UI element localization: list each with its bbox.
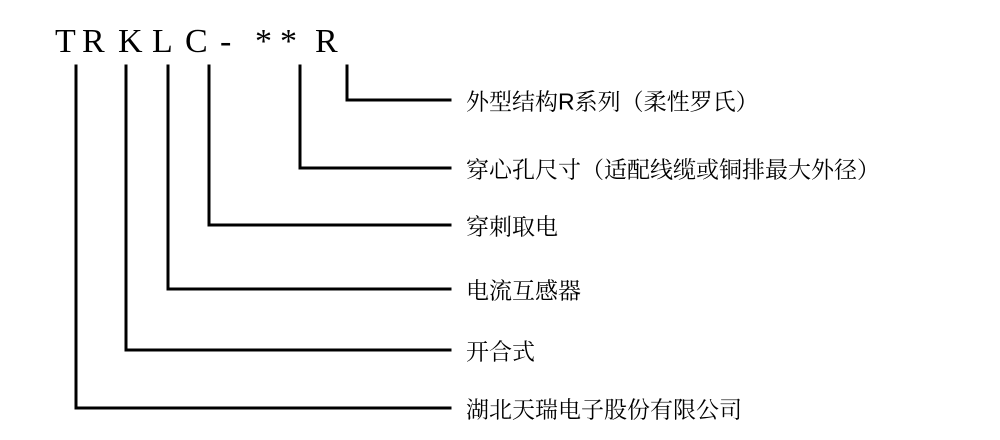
code-char-r2: R bbox=[315, 23, 339, 60]
code-char-k: K bbox=[118, 23, 144, 60]
code-char-c: C bbox=[185, 23, 209, 60]
callout-label-piercing-power: 穿刺取电 bbox=[466, 213, 558, 240]
callout-label-current-transformer: 电流互感器 bbox=[466, 277, 581, 304]
callout-label-split-core: 开合式 bbox=[466, 338, 535, 365]
leader-split-core bbox=[126, 66, 450, 350]
code-char-l: L bbox=[152, 23, 174, 60]
code-char-t: T bbox=[55, 23, 77, 60]
code-char-star1: * bbox=[255, 23, 273, 60]
code-char-r1: R bbox=[82, 23, 106, 60]
code-char-star2: * bbox=[280, 23, 298, 60]
leader-hole-size bbox=[300, 66, 450, 168]
leader-piercing-power bbox=[209, 66, 450, 225]
callout-label-shape-series: 外型结构R系列（柔性罗氏） bbox=[466, 88, 759, 115]
leader-company bbox=[76, 66, 450, 408]
callout-label-company: 湖北天瑞电子股份有限公司 bbox=[466, 396, 742, 423]
code-char-dash: - bbox=[220, 23, 233, 60]
leader-shape-series bbox=[347, 66, 450, 100]
callout-label-hole-size: 穿心孔尺寸（适配线缆或铜排最大外径） bbox=[466, 156, 880, 183]
